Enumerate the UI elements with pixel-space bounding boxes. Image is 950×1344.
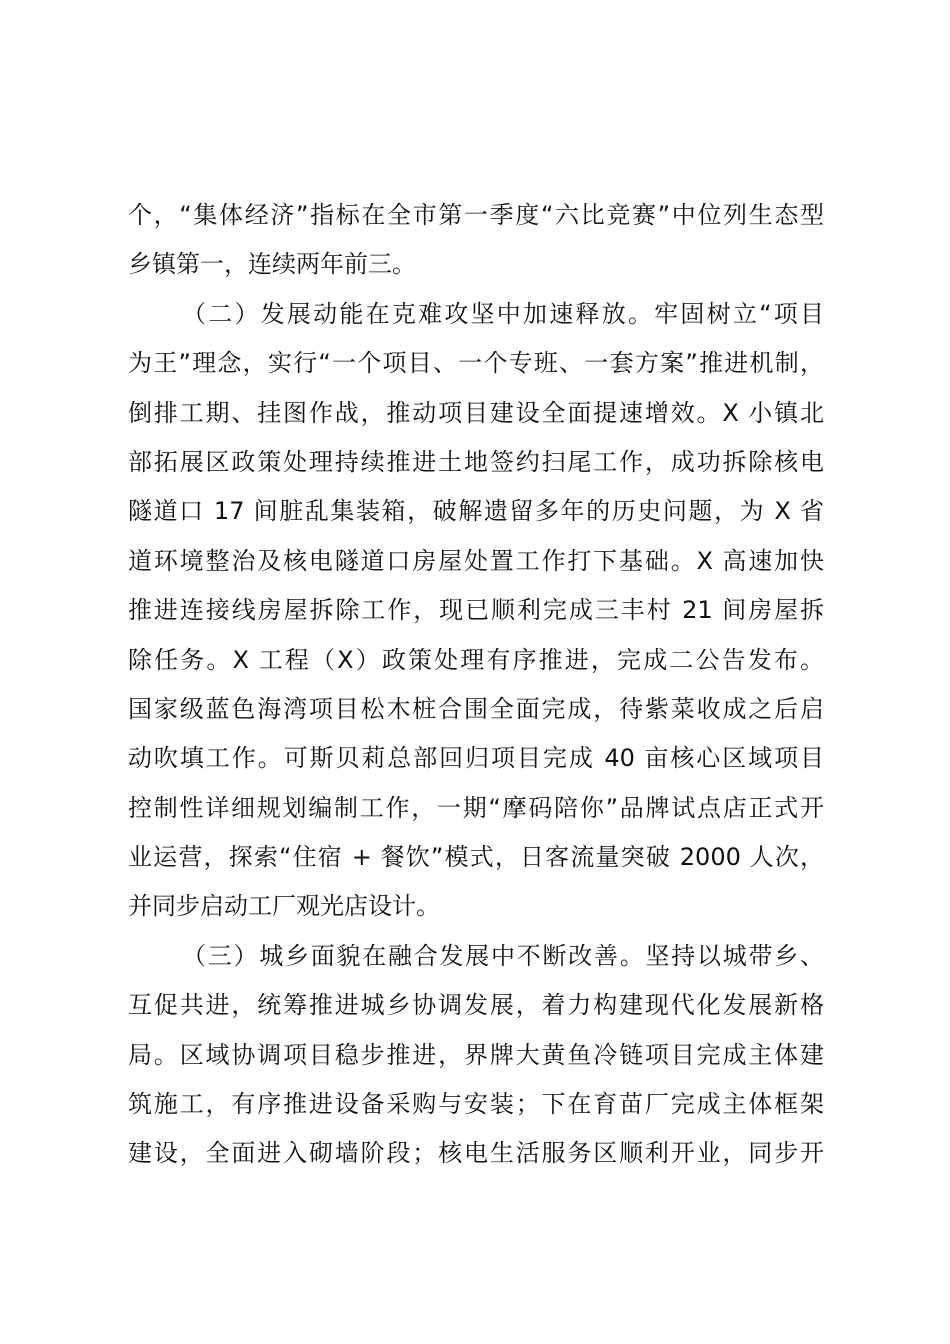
text-line: 业运营，探索“住宿 + 餐饮”模式，日客流量突破 2000 人次， <box>128 843 824 872</box>
text-line: 互促共进，统筹推进城乡协调发展，着力构建现代化发展新格 <box>128 991 824 1020</box>
text-line: 为王”理念，实行“一个项目、一个专班、一套方案”推进机制， <box>128 349 824 378</box>
text-line: 隧道口 17 间脏乱集装箱，破解遗留多年的历史问题，为 X 省 <box>128 497 824 526</box>
text-line: 倒排工期、挂图作战，推动项目建设全面提速增效。X 小镇北 <box>128 398 824 427</box>
text-line: 个，“集体经济”指标在全市第一季度“六比竞赛”中位列生态型 <box>128 201 824 229</box>
text-line: 局。区域协调项目稳步推进，界牌大黄鱼冷链项目完成主体建 <box>128 1040 824 1069</box>
text-line: 动吹填工作。可斯贝莉总部回归项目完成 40 亩核心区域项目 <box>128 744 824 773</box>
section-heading-line: （三）城乡面貌在融合发展中不断改善。坚持以城带乡、 <box>182 941 824 970</box>
text-line: 国家级蓝色海湾项目松木桩合围全面完成，待紫菜收成之后启 <box>128 694 824 723</box>
paragraph-end-line: 并同步启动工厂观光店设计。 <box>128 892 440 921</box>
text-line: 除任务。X 工程（X）政策处理有序推进，完成二公告发布。 <box>128 645 824 674</box>
text-line: 控制性详细规划编制工作，一期“摩码陪你”品牌试点店正式开 <box>128 793 824 822</box>
section-heading-line: （二）发展动能在克难攻坚中加速释放。牢固树立“项目 <box>182 299 824 328</box>
text-line: 部拓展区政策处理持续推进土地签约扫尾工作，成功拆除核电 <box>128 447 824 476</box>
text-line: 建设，全面进入砌墙阶段；核电生活服务区顺利开业，同步开 <box>128 1139 824 1168</box>
text-line: 筑施工，有序推进设备采购与安装；下在育苗厂完成主体框架 <box>128 1090 824 1119</box>
text-line: 道环境整治及核电隧道口房屋处置工作打下基础。X 高速加快 <box>128 546 824 575</box>
paragraph-end-line: 乡镇第一，连续两年前三。 <box>128 250 416 279</box>
document-body <box>128 193 824 1181</box>
text-line: 推进连接线房屋拆除工作，现已顺利完成三丰村 21 间房屋拆 <box>128 596 824 625</box>
